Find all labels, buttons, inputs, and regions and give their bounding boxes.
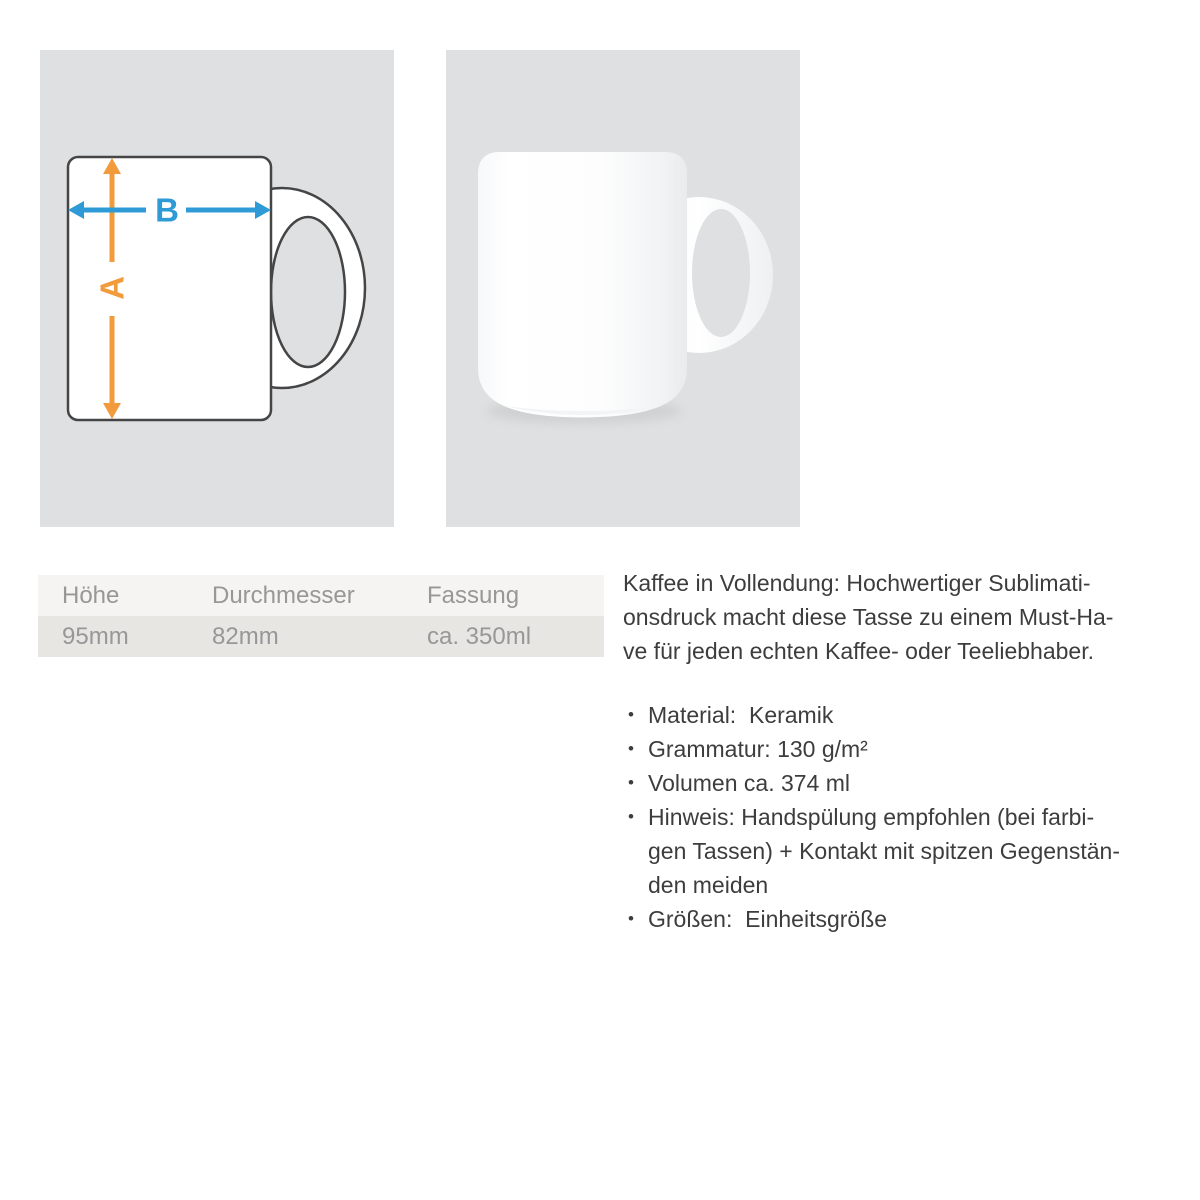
bullet-line: Grammatur: 130 g/m² <box>648 736 868 762</box>
description-intro <box>623 566 1173 668</box>
bullet-item-hinweis <box>623 800 1173 902</box>
spec-table-header-row <box>38 575 604 616</box>
intro-line: onsdruck macht diese Tasse zu einem Must-Ha- <box>623 604 1114 630</box>
spec-table-value-row <box>38 616 604 657</box>
spec-value-durchmesser: 82mm <box>212 622 279 650</box>
spec-value-hoehe: 95mm <box>62 622 129 650</box>
mug-handle-hole <box>271 217 345 367</box>
bullet-icon: • <box>628 909 634 928</box>
spec-table <box>38 575 604 657</box>
bullet-line: Volumen ca. 374 ml <box>648 770 851 796</box>
description-bullet-list <box>623 698 1173 936</box>
bullet-icon: • <box>628 739 634 758</box>
spec-header-hoehe: Höhe <box>62 581 120 609</box>
intro-line: Kaffee in Vollendung: Hochwertiger Sublimati- <box>623 570 1091 596</box>
bullet-item-material <box>623 698 1173 732</box>
bullet-item-groessen <box>623 902 1173 936</box>
bullet-line: gen Tassen) + Kontakt mit spitzen Gegenstän- <box>648 838 1120 864</box>
bullet-line: Hinweis: Handspülung empfohlen (bei farbi- <box>648 804 1095 830</box>
mug-dimension-panel <box>40 50 394 527</box>
mug-dimension-diagram-icon <box>40 50 394 527</box>
photo-mug-body <box>478 152 687 418</box>
bullet-icon: • <box>628 807 634 826</box>
bullet-icon: • <box>628 705 634 724</box>
bullet-line: Größen: Einheitsgröße <box>648 906 888 932</box>
product-description <box>623 566 1173 936</box>
width-label: B <box>155 191 179 229</box>
mug-photo-panel <box>446 50 800 527</box>
bullet-item-grammatur <box>623 732 1173 766</box>
spec-header-fassung: Fassung <box>427 581 520 609</box>
intro-line: ve für jeden echten Kaffee- oder Teeliebhaber. <box>623 638 1094 664</box>
bullet-icon: • <box>628 773 634 792</box>
spec-value-fassung: ca. 350ml <box>427 622 532 650</box>
mug-photo <box>446 50 800 527</box>
height-label: A <box>93 276 131 300</box>
bullet-line: Material: Keramik <box>648 702 834 728</box>
spec-header-durchmesser: Durchmesser <box>212 581 355 609</box>
bullet-line: den meiden <box>648 872 769 898</box>
bullet-item-volumen <box>623 766 1173 800</box>
